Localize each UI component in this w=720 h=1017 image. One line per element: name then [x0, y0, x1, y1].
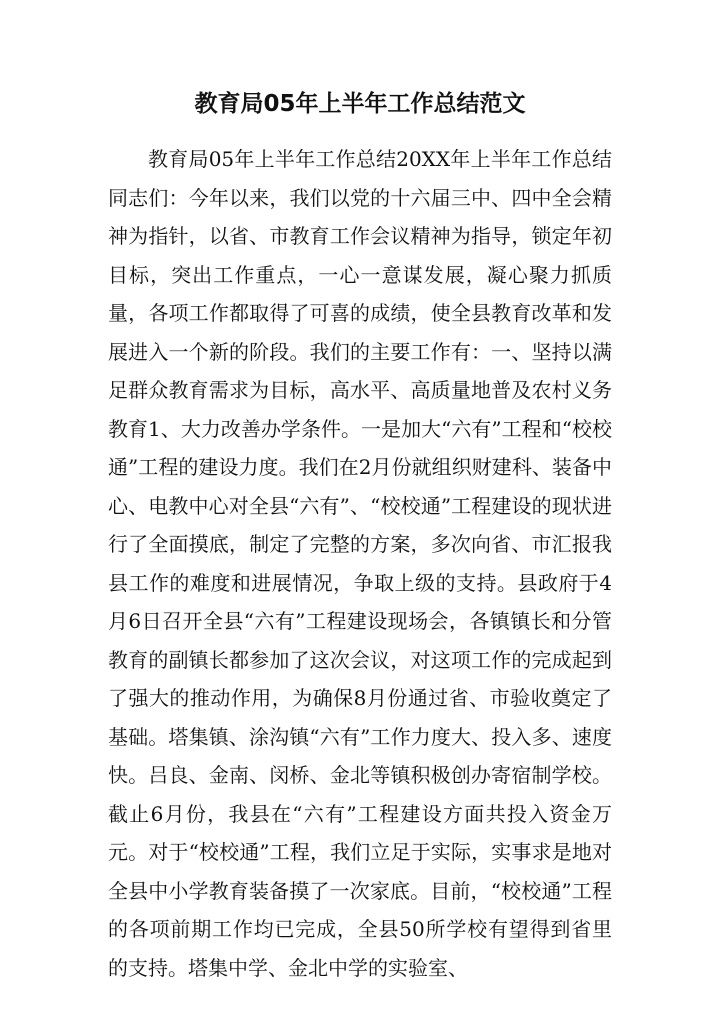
document-body-paragraph: 教育局05年上半年工作总结20XX年上半年工作总结同志们：今年以来，我们以党的十六届三中、四中全会精神为指针，以省、市教育工作会议精神为指导，锁定年初目标，突出工作重点，一心一意谋发展，凝心聚力抓质量，各项工作都取得了可喜的成绩，使全县教育改革和发展进入一个新的阶段。我们的主要工作有：一、坚持以满足群众教育需求为目标，高水平、高质量地普及农村义务教育1、大力改善办学条件。一是加大“六有”工程和“校校通”工程的建设力度。我们在2月份就组织财建科、装备中心、电教中心对全县“六有”、“校校通”工程建设的现状进行了全面摸底，制定了完整的方案，多次向省、市汇报我县工作的难度和进展情况，争取上级的支持。县政府于4月6日召开全县“六有”工程建设现场会，各镇镇长和分管教育的副镇长都参加了这次会议，对这项工作的完成起到了强大的推动作用，为确保8月份通过省、市验收奠定了基础。塔集镇、涂沟镇“六有”工作力度大、投入多、速度快。吕良、金南、闵桥、金北等镇积极创办寄宿制学校。截止6月份，我县在“六有”工程建设方面共投入资金万元。对于“校校通”工程，我们立足于实际，实事求是地对全县中小学教育装备摸了一次家底。目前，“校校通”工程的各项前期工作均已完成，全县50所学校有望得到省里的支持。塔集中学、金北中学的实验室、 [108, 147, 612, 980]
document-title: 教育局05年上半年工作总结范文 [194, 91, 526, 117]
